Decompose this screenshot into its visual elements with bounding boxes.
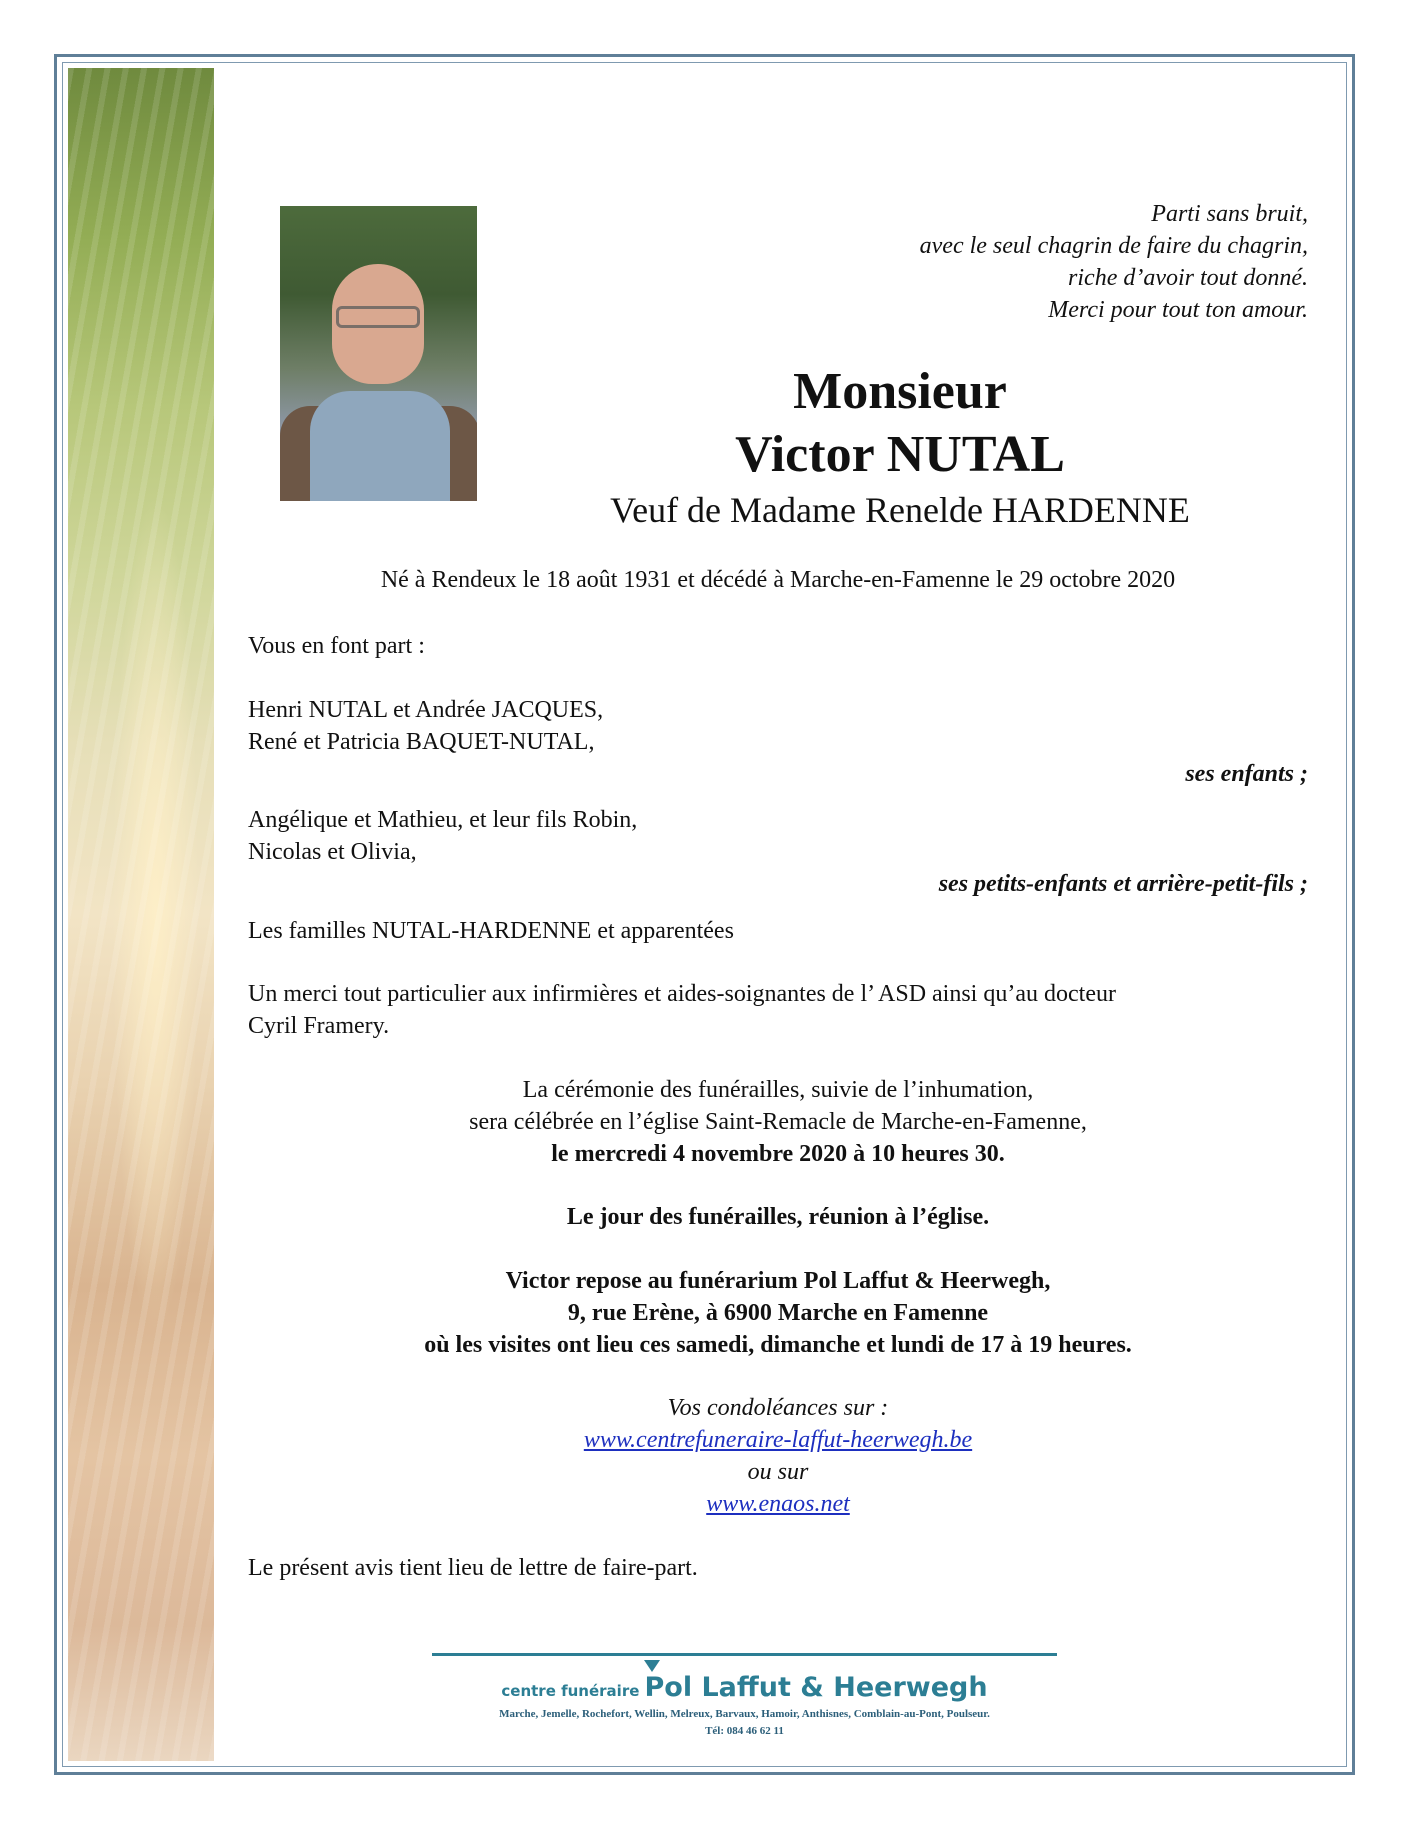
footer-brand-small: centre funéraire: [501, 1682, 640, 1700]
ceremony-date: le mercredi 4 novembre 2020 à 10 heures 30.: [551, 1141, 1005, 1167]
poem-line: riche d’avoir tout donné.: [1068, 265, 1308, 291]
children-line: Henri NUTAL et Andrée JACQUES,: [248, 697, 604, 723]
families-line: Les familles NUTAL-HARDENNE et apparentées: [248, 918, 734, 944]
footer-brand: [432, 1672, 1057, 1703]
grandchildren-line: Angélique et Mathieu, et leur fils Robin,: [248, 807, 638, 833]
children-label: ses enfants ;: [1185, 761, 1308, 787]
ceremony-block: [248, 1074, 1308, 1170]
thanks-line: Un merci tout particulier aux infirmières et aides-soignantes de l’ ASD ainsi qu’au docteur: [248, 981, 1116, 1007]
condolences-link-laffut[interactable]: www.centrefuneraire-laffut-heerwegh.be: [583, 1427, 973, 1453]
children-line: René et Patricia BAQUET-NUTAL,: [248, 729, 595, 755]
meeting-line: Le jour des funérailles, réunion à l’église.: [566, 1204, 990, 1230]
condolences-link-enaos[interactable]: www.enaos.net: [706, 1491, 850, 1517]
poem: [788, 198, 1308, 326]
ceremony-line: La cérémonie des funérailles, suivie de l’inhumation,: [522, 1077, 1034, 1103]
thanks-line: Cyril Framery.: [248, 1013, 390, 1039]
closing-line: Le présent avis tient lieu de lettre de faire-part.: [248, 1555, 698, 1581]
footer-tel: Tél: 084 46 62 11: [705, 1725, 784, 1737]
intro-text: Vous en font part :: [248, 633, 425, 659]
ceremony-line: sera célébrée en l’église Saint-Remacle de Marche-en-Famenne,: [469, 1109, 1087, 1135]
condolences-label: Vos condoléances sur :: [667, 1395, 889, 1421]
birth-death-line: Né à Rendeux le 18 août 1931 et décédé à Marche-en-Famenne le 29 octobre 2020: [380, 567, 1176, 593]
funerarium-block: [248, 1265, 1308, 1361]
condolences-or: ou sur: [747, 1459, 809, 1485]
poem-line: Parti sans bruit,: [1151, 201, 1308, 227]
widower-line: Veuf de Madame Renelde HARDENNE: [610, 490, 1190, 530]
grandchildren-line: Nicolas et Olivia,: [248, 839, 417, 865]
funerarium-line: Victor repose au funérarium Pol Laffut & Heerwegh,: [505, 1268, 1051, 1294]
footer-towns: Marche, Jemelle, Rochefort, Wellin, Melreux, Barvaux, Hamoir, Anthisnes, Comblain-au-Pont, Poulseur.: [499, 1708, 990, 1720]
footer-rule: [432, 1653, 1057, 1656]
title-name: Victor NUTAL: [735, 426, 1065, 483]
footer-triangle-icon: [644, 1660, 660, 1672]
grandchildren-label: ses petits-enfants et arrière-petit-fils ;: [938, 871, 1308, 897]
footer-brand-name: Pol Laffut & Heerwegh: [644, 1672, 988, 1703]
title-honorific: Monsieur: [793, 363, 1007, 420]
funerarium-address: 9, rue Erène, à 6900 Marche en Famenne: [567, 1300, 989, 1326]
condolences-block: [248, 1392, 1308, 1520]
poem-line: Merci pour tout ton amour.: [1048, 297, 1308, 323]
visiting-hours: où les visites ont lieu ces samedi, dimanche et lundi de 17 à 19 heures.: [424, 1332, 1132, 1358]
poem-line: avec le seul chagrin de faire du chagrin,: [919, 233, 1308, 259]
deceased-title: [520, 360, 1280, 486]
portrait-photo: [280, 206, 477, 501]
forest-path-image: [68, 68, 214, 1761]
